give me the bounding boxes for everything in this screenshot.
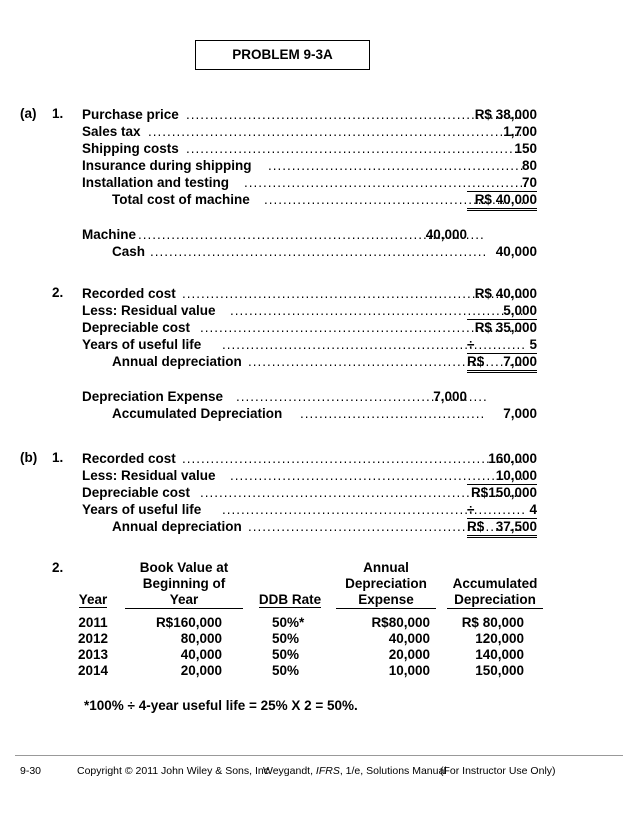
page-number: 9-30 [20, 765, 42, 777]
a2-line: Annual depreciation ..... R$ 7,000 [82, 353, 537, 370]
a2-journal-credit: Accumulated Depreciation ..... 7,000 [82, 405, 537, 422]
leader-dots [150, 243, 486, 260]
table-cell-rate: 50% [272, 631, 300, 646]
table-cell-book: 20,000 [180, 663, 222, 678]
table-cell-expense: 10,000 [388, 663, 430, 678]
a1-number: 1. [52, 106, 64, 121]
table-cell-accum: 120,000 [475, 631, 524, 646]
footer-divider [15, 755, 623, 756]
part-a-label: (a) [20, 106, 37, 121]
a1-journal-debit: Machine ..... 40,000 [82, 226, 537, 243]
a1-line: Installation and testing ..... 70 [82, 174, 537, 191]
b1-line: Depreciable cost ..... R$150,000 [82, 484, 537, 501]
table-cell-book: 80,000 [180, 631, 222, 646]
book-title: Weygandt, IFRS, 1/e, Solutions Manual [263, 765, 447, 777]
table-cell-rate: 50% [272, 663, 300, 678]
table-cell-rate: 50% [272, 647, 300, 662]
table-cell-expense: 20,000 [388, 647, 430, 662]
b1-number: 1. [52, 450, 64, 465]
a2-line: Years of useful life ..... ÷ 5 [82, 336, 537, 353]
header-accumulated: Accumulated Depreciation [447, 576, 543, 609]
a2-line: Recorded cost ..... R$ 40,000 [82, 285, 537, 302]
table-cell-book: R$160,000 [155, 615, 222, 630]
b1-line: Recorded cost ..... 160,000 [82, 450, 537, 467]
a2-line: Less: Residual value ..... 5,000 [82, 302, 537, 319]
header-year: Year [78, 592, 108, 607]
copyright: Copyright © 2011 John Wiley & Sons, Inc. [77, 765, 272, 777]
a1-total: Total cost of machine ..... R$ 40,000 [82, 191, 537, 208]
a1-line: Shipping costs ..... 150 [82, 140, 537, 157]
a1-line: Sales tax ..... 1,700 [82, 123, 537, 140]
a2-line: Depreciable cost ..... R$ 35,000 [82, 319, 537, 336]
a1-line: Purchase price ..... R$ 38,000 [82, 106, 537, 123]
table-cell-year: 2014 [77, 663, 109, 678]
header-ddb-rate: DDB Rate [258, 592, 322, 607]
table-cell-expense: 40,000 [388, 631, 430, 646]
b1-line: Annual depreciation ..... R$ 37,500 [82, 518, 537, 535]
footnote: *100% ÷ 4-year useful life = 25% X 2 = 50%. [84, 698, 358, 713]
table-cell-year: 2012 [77, 631, 109, 646]
b1-line: Years of useful life ..... ÷ 4 [82, 501, 537, 518]
b1-line: Less: Residual value ..... 10,000 [82, 467, 537, 484]
header-book-value: Book Value at Beginning of Year [125, 560, 243, 609]
b2-number: 2. [52, 560, 64, 575]
a1-journal-credit: Cash ..... 40,000 [82, 243, 537, 260]
problem-title: PROBLEM 9-3A [195, 40, 370, 70]
header-annual-depreciation: Annual Depreciation Expense [336, 560, 436, 609]
instructor-use: (For Instructor Use Only) [440, 765, 556, 777]
part-b-label: (b) [20, 450, 38, 465]
table-cell-year: 2011 [78, 615, 108, 630]
table-cell-rate: 50%* [272, 615, 305, 630]
table-cell-accum: R$ 80,000 [461, 615, 524, 630]
a2-journal-debit: Depreciation Expense ..... 7,000 [82, 388, 537, 405]
a1-line: Insurance during shipping ..... 80 [82, 157, 537, 174]
table-cell-book: 40,000 [180, 647, 222, 662]
table-cell-accum: 140,000 [475, 647, 524, 662]
a2-number: 2. [52, 285, 64, 300]
table-cell-expense: R$80,000 [371, 615, 430, 630]
table-cell-year: 2013 [77, 647, 109, 662]
table-cell-accum: 150,000 [475, 663, 524, 678]
